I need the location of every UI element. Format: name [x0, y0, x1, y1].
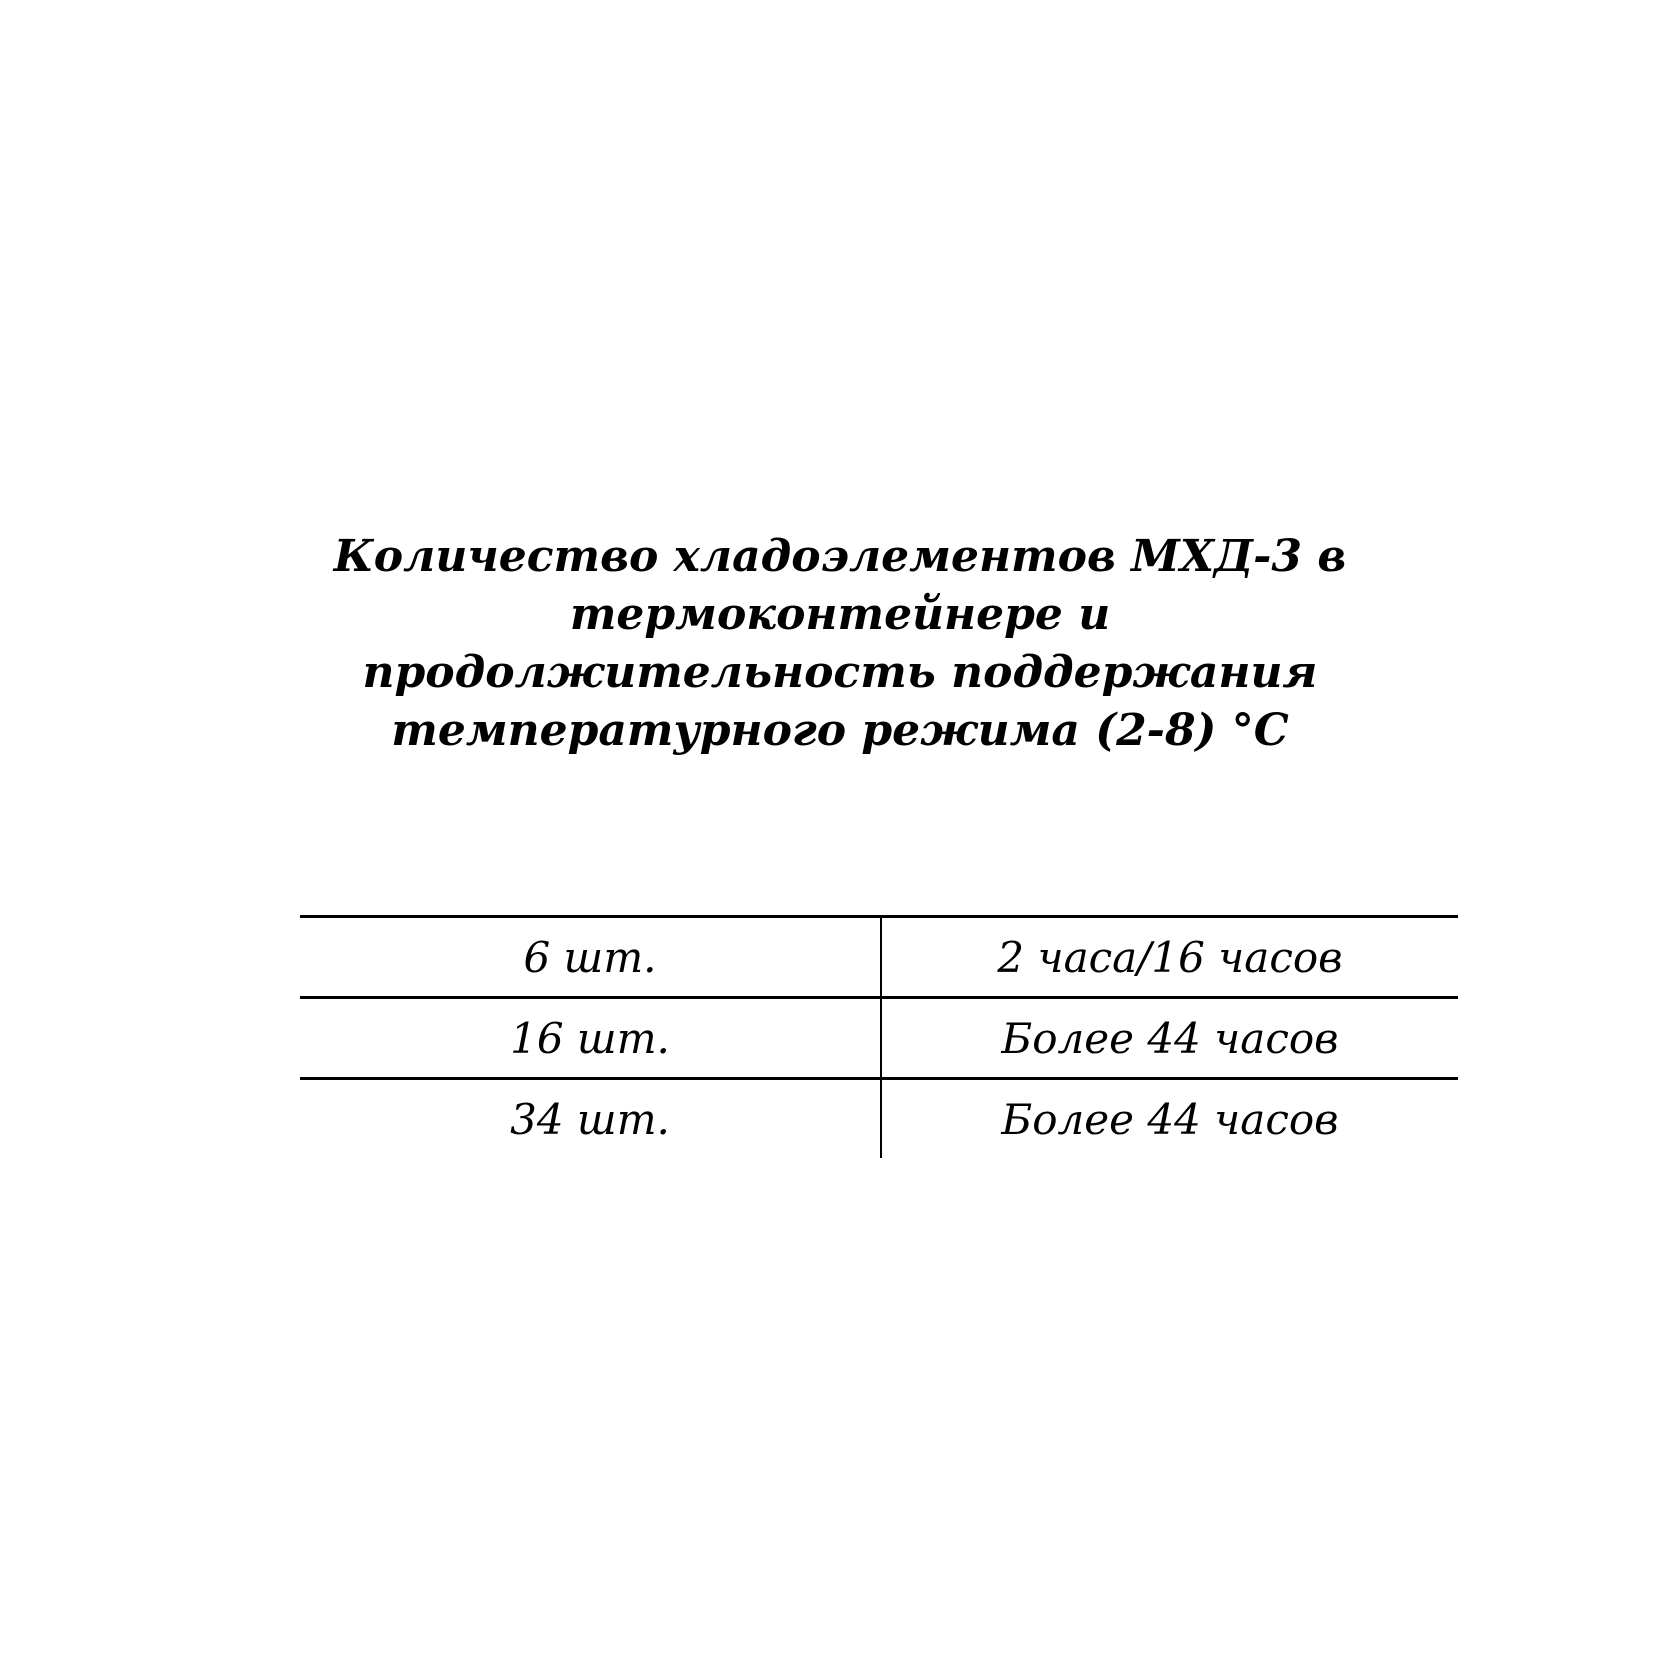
quantity-cell: 34 шт. — [300, 1079, 881, 1159]
title-line: термоконтейнере и — [569, 589, 1111, 640]
table-row — [300, 1079, 1458, 1159]
duration-cell: Более 44 часов — [1001, 1013, 1339, 1063]
title-line: Количество хладоэлементов МХД-3 в — [333, 531, 1347, 582]
quantity-cell: 6 шт. — [300, 917, 881, 998]
coldpack-duration-table — [300, 915, 1458, 1158]
title-line: температурного режима (2-8) °С — [391, 705, 1289, 756]
duration-cell: 2 часа/16 часов — [997, 932, 1343, 982]
title-line: продолжительность поддержания — [362, 647, 1318, 698]
table-row — [300, 917, 1458, 998]
table-row — [300, 998, 1458, 1079]
document-title — [300, 528, 1380, 760]
duration-cell: Более 44 часов — [1001, 1094, 1339, 1144]
quantity-cell: 16 шт. — [300, 998, 881, 1079]
